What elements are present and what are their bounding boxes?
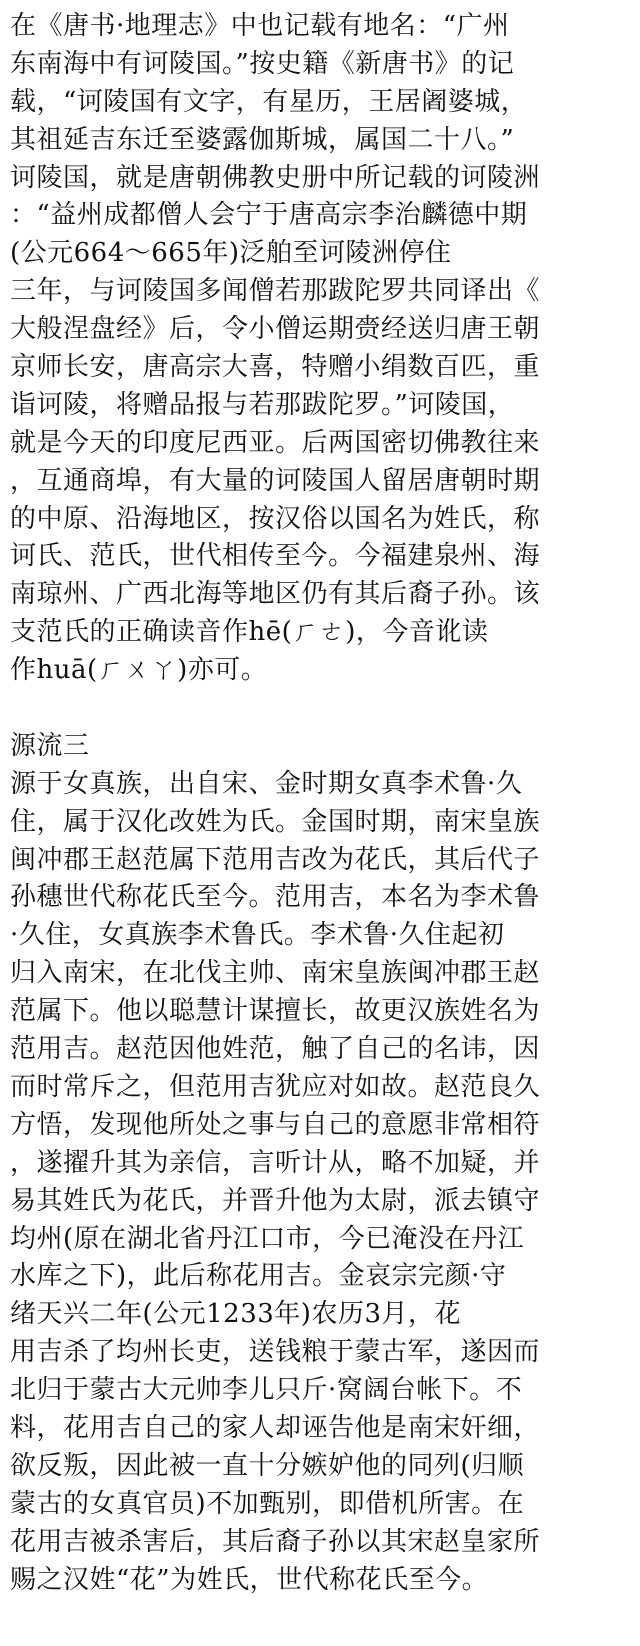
text-line: 蒙古的女真官员)不加甄别，即借机所害。在 (10, 1488, 525, 1519)
text-line: 诃氏、范氏，世代相传至今。今福建泉州、海 (10, 541, 541, 572)
text-line: 范属下。他以聪慧计谋擅长，故更汉族姓名为 (10, 996, 541, 1027)
paragraph-spacer (10, 690, 634, 728)
text-line: 大般涅盘经》后，令小僧运期赍经送归唐王朝 (10, 314, 541, 345)
paragraph-origin-jurchen (10, 766, 634, 1600)
text-line: 水库之下)，此后称花用吉。金哀宗完颜·守 (10, 1261, 507, 1292)
text-line: ：“益州成都僧人会宁于唐高宗李治麟德中期 (10, 200, 528, 231)
text-line: 孙穗世代称花氏至今。范用吉，本名为李术鲁 (10, 882, 541, 913)
section-heading: 源流三 (10, 730, 90, 761)
text-line: 的中原、沿海地区，按汉俗以国名为姓氏，称 (10, 503, 541, 534)
text-line: 三年，与诃陵国多闻僧若那跋陀罗共同译出《 (10, 276, 541, 307)
text-line: 作huā(ㄏㄨㄚ)亦可。 (10, 655, 268, 686)
text-line: 东南海中有诃陵国。”按史籍《新唐书》的记 (10, 48, 515, 79)
text-line: 赐之汉姓“花”为姓氏，世代称花氏至今。 (10, 1564, 489, 1595)
text-line: 而时常斥之，但范用吉犹应对如故。赵范良久 (10, 1071, 541, 1102)
text-line: (公元664～665年)泛舶至诃陵洲停住 (10, 238, 452, 269)
text-line: ，遂擢升其为亲信，言听计从，略不加疑，并 (10, 1147, 541, 1178)
text-line: 绪天兴二年(公元1233年)农历3月，花 (10, 1299, 461, 1330)
article-body (10, 8, 634, 1599)
text-line: 诃陵国，就是唐朝佛教史册中所记载的诃陵洲 (10, 162, 541, 193)
text-line: 方悟，发现他所处之事与自己的意愿非常相符 (10, 1109, 541, 1140)
text-line: 花用吉被杀害后，其后裔子孙以其宋赵皇家所 (10, 1526, 541, 1557)
text-line: 在《唐书·地理志》中也记载有地名：“广州 (10, 11, 510, 41)
text-line: 诣诃陵，将赠品报与若那跋陀罗。”诃陵国， (10, 389, 515, 420)
text-line: 支范氏的正确读音作hē(ㄏㄜ)，今音讹读 (10, 617, 489, 648)
text-line: 范用吉。赵范因他姓范，触了自己的名讳，因 (10, 1034, 541, 1065)
text-line: 京师长安，唐高宗大喜，特赠小绢数百匹，重 (10, 352, 541, 383)
text-line: 就是今天的印度尼西亚。后两国密切佛教往来 (10, 427, 541, 458)
text-line: 住，属于汉化改姓为氏。金国时期，南宋皇族 (10, 806, 541, 837)
text-line: 欲反叛，因此被一直十分嫉妒他的同列(归顺 (10, 1450, 525, 1481)
text-line: 北归于蒙古大元帅李儿只斤·窝阔台帐下。不 (10, 1375, 523, 1406)
text-line: 载，“诃陵国有文字，有星历，王居阇婆城， (10, 86, 528, 117)
text-line: 源于女真族，出自宋、金时期女真李术鲁·久 (10, 768, 523, 799)
paragraph-origin-heling (10, 8, 634, 690)
text-line: 料，花用吉自己的家人却诬告他是南宋奸细， (10, 1412, 541, 1443)
text-line: 用吉杀了均州长吏，送钱粮于蒙古军，遂因而 (10, 1337, 541, 1368)
text-line: 南琼州、广西北海等地区仍有其后裔子孙。该 (10, 579, 541, 610)
text-line: 闽冲郡王赵范属下范用吉改为花氏，其后代子 (10, 844, 541, 875)
text-line: 均州(原在湖北省丹江口市，今已淹没在丹江 (10, 1223, 525, 1254)
text-line: ·久住，女真族李术鲁氏。李术鲁·久住起初 (10, 920, 505, 951)
text-line: ，互通商埠，有大量的诃陵国人留居唐朝时期 (10, 465, 541, 496)
text-line: 易其姓氏为花氏，并晋升他为太尉，派去镇守 (10, 1185, 541, 1216)
text-line: 归入南宋，在北伐主帅、南宋皇族闽冲郡王赵 (10, 958, 541, 989)
text-line: 其祖延吉东迁至婆露伽斯城，属国二十八。” (10, 124, 515, 155)
